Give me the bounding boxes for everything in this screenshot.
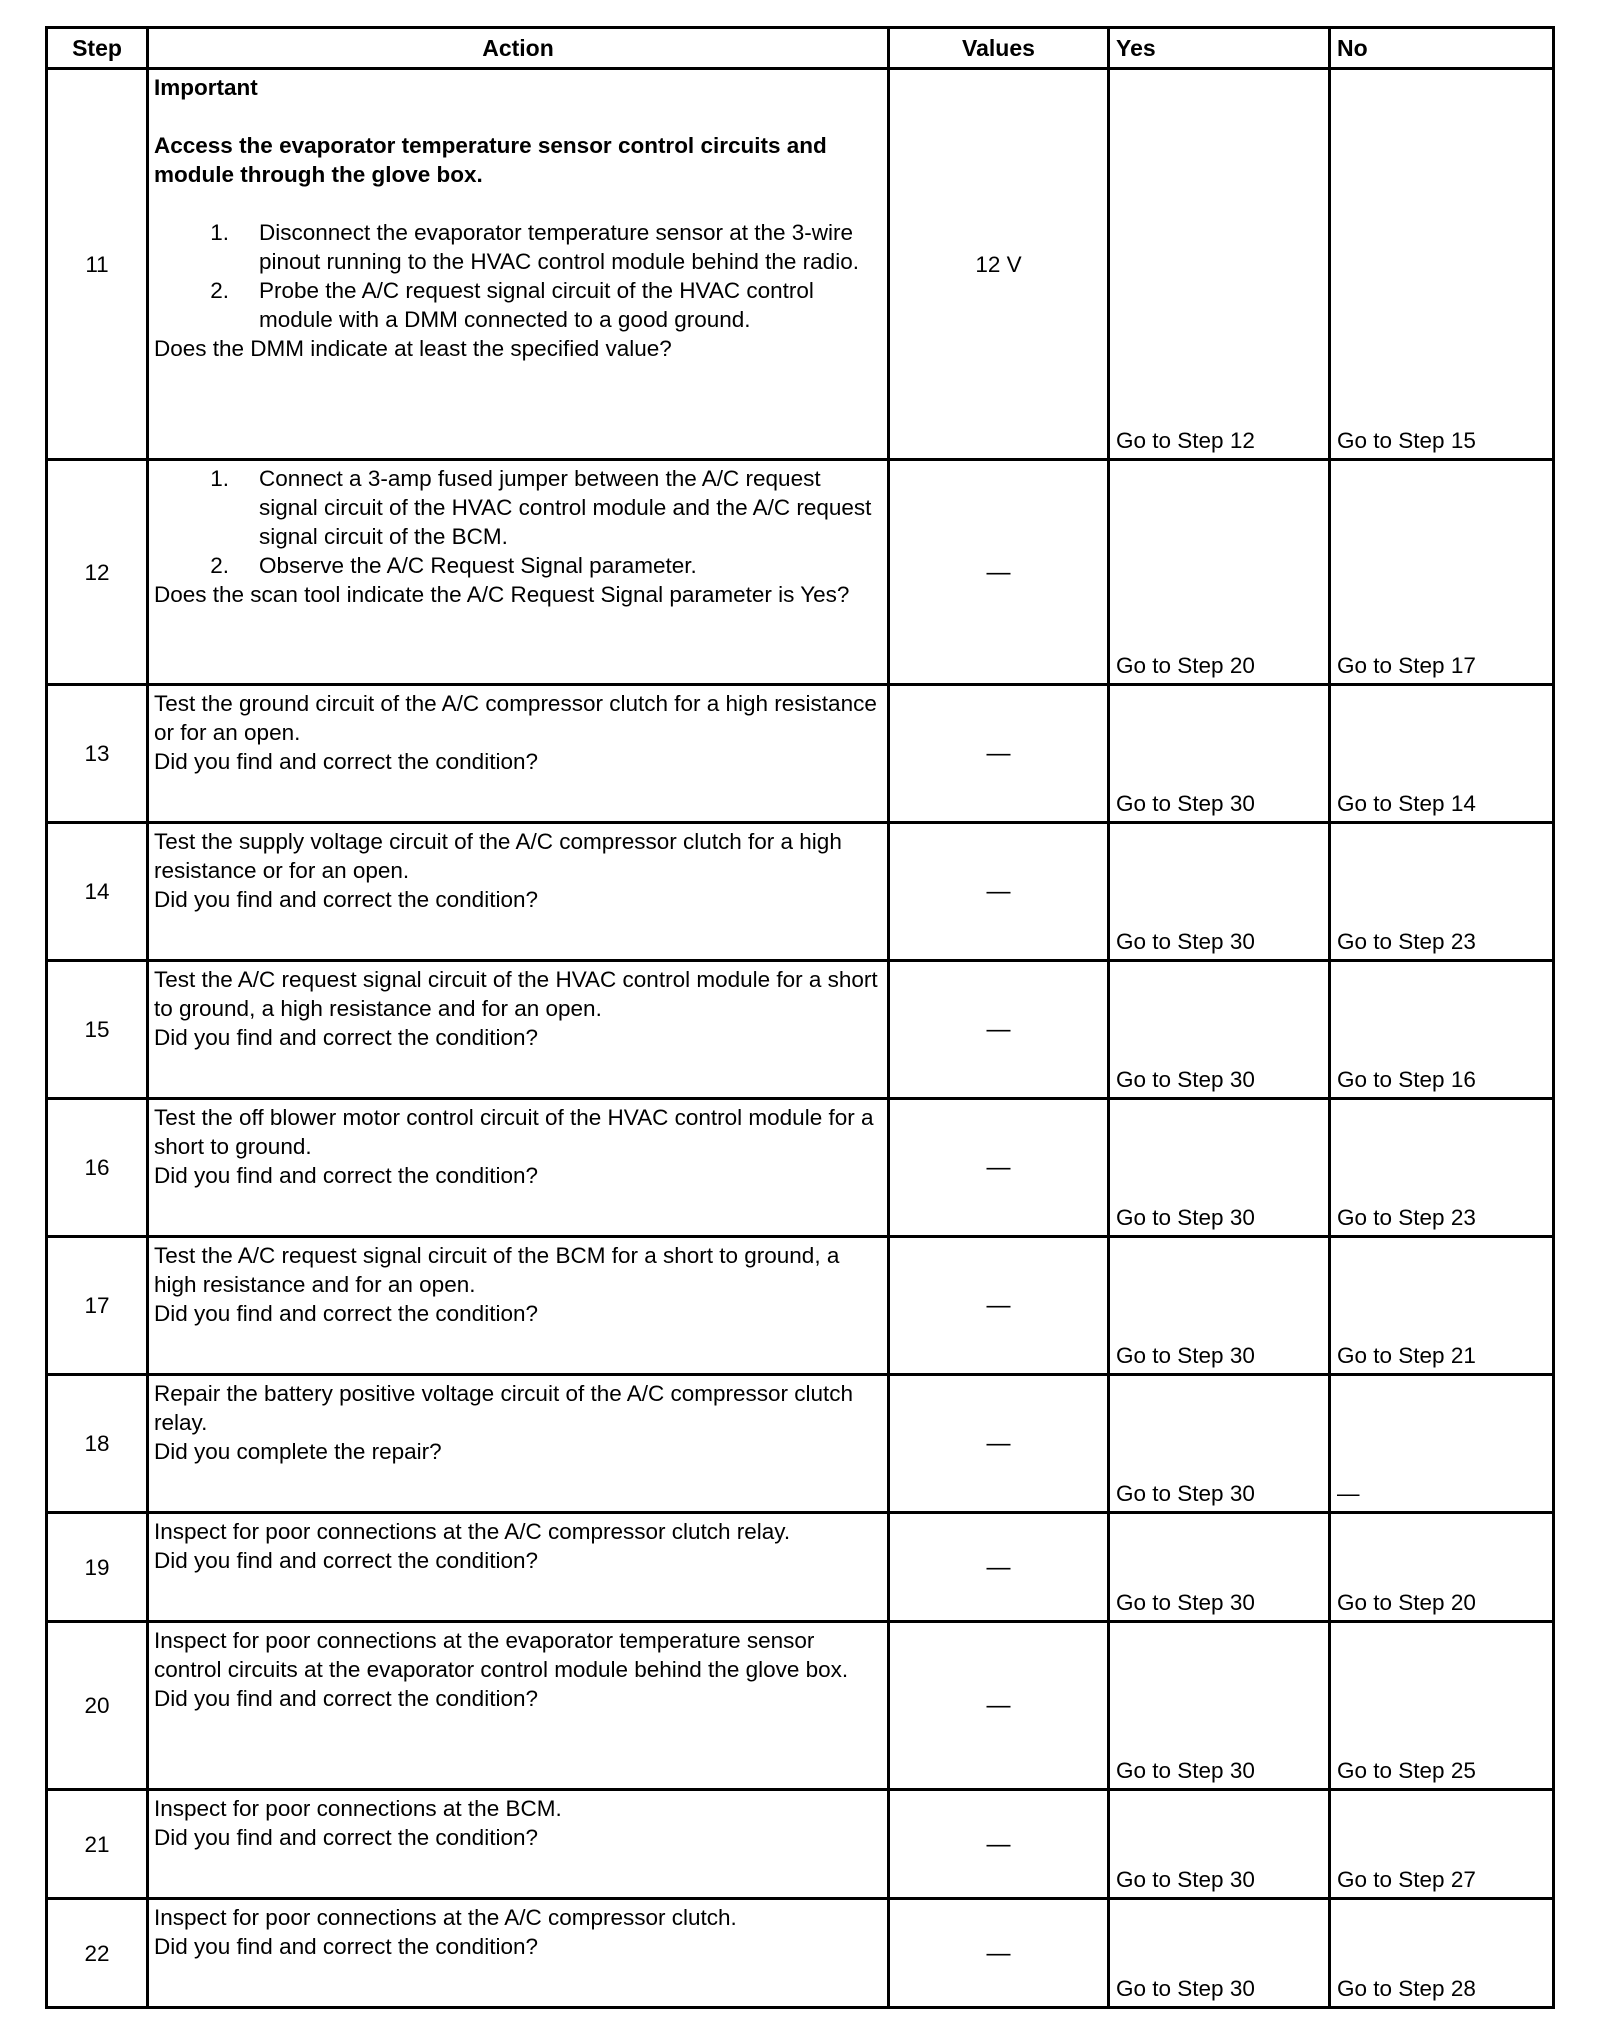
step-number: 19: [47, 1513, 148, 1622]
value-cell: —: [889, 961, 1109, 1099]
value-cell: —: [889, 1899, 1109, 2008]
table-row: [47, 460, 1554, 685]
table-row: [47, 685, 1554, 823]
action-cell: [148, 823, 889, 961]
yes-cell: Go to Step 30: [1109, 1790, 1330, 1899]
step-number: 11: [47, 69, 148, 460]
value-cell: —: [889, 1622, 1109, 1790]
step-number: 20: [47, 1622, 148, 1790]
action-text: Inspect for poor connections at the BCM.: [154, 1796, 562, 1821]
action-cell: [148, 1375, 889, 1513]
action-cell: [148, 69, 889, 460]
yes-cell: Go to Step 30: [1109, 1899, 1330, 2008]
action-text: Test the ground circuit of the A/C compressor clutch for a high resistance or for an open.: [154, 691, 877, 745]
action-text: Inspect for poor connections at the A/C compressor clutch relay.: [154, 1519, 791, 1544]
action-cell: [148, 1513, 889, 1622]
question-text: Does the DMM indicate at least the specified value?: [154, 336, 672, 361]
action-text: Inspect for poor connections at the evaporator temperature sensor control circuits at the evaporator control module behind the glove box.: [154, 1628, 849, 1682]
no-cell: —: [1330, 1375, 1554, 1513]
yes-cell: Go to Step 12: [1109, 69, 1330, 460]
header-row: [47, 28, 1554, 69]
list-item: 2. Probe the A/C request signal circuit of the HVAC control module with a DMM connected to a good ground.: [210, 278, 814, 332]
value-cell: —: [889, 1099, 1109, 1237]
step-number: 16: [47, 1099, 148, 1237]
action-text: Test the A/C request signal circuit of the HVAC control module for a short to ground, a high resistance and for an open.: [154, 967, 878, 1021]
yes-cell: Go to Step 30: [1109, 1622, 1330, 1790]
action-text: Test the supply voltage circuit of the A/C compressor clutch for a high resistance or for an open.: [154, 829, 842, 883]
procedure-list: [154, 218, 883, 334]
action-cell: [148, 961, 889, 1099]
procedure-list: [154, 464, 883, 580]
table-row: [47, 823, 1554, 961]
action-cell: [148, 1899, 889, 2008]
value-cell: —: [889, 1375, 1109, 1513]
step-number: 22: [47, 1899, 148, 2008]
action-cell: [148, 1237, 889, 1375]
question-text: Did you find and correct the condition?: [154, 749, 538, 774]
value-cell: —: [889, 1790, 1109, 1899]
no-cell: Go to Step 27: [1330, 1790, 1554, 1899]
list-item: 1. Connect a 3-amp fused jumper between the A/C request signal circuit of the HVAC control module and the A/C request signal circuit of the BCM.: [210, 466, 872, 549]
list-item: 2. Observe the A/C Request Signal parameter.: [210, 553, 697, 578]
no-cell: Go to Step 16: [1330, 961, 1554, 1099]
action-text: Test the A/C request signal circuit of the BCM for a short to ground, a high resistance and for an open.: [154, 1243, 840, 1297]
question-text: Did you find and correct the condition?: [154, 1548, 538, 1573]
value-cell: —: [889, 1237, 1109, 1375]
step-number: 21: [47, 1790, 148, 1899]
action-cell: [148, 685, 889, 823]
action-cell: [148, 1622, 889, 1790]
question-text: Did you find and correct the condition?: [154, 1301, 538, 1326]
important-text: Access the evaporator temperature sensor control circuits and module through the glove box.: [154, 133, 827, 187]
action-cell: [148, 460, 889, 685]
no-cell: Go to Step 23: [1330, 1099, 1554, 1237]
no-cell: Go to Step 15: [1330, 69, 1554, 460]
question-text: Did you complete the repair?: [154, 1439, 442, 1464]
question-text: Did you find and correct the condition?: [154, 1934, 538, 1959]
yes-cell: Go to Step 30: [1109, 685, 1330, 823]
value-cell: 12 V: [889, 69, 1109, 460]
yes-cell: Go to Step 30: [1109, 961, 1330, 1099]
question-text: Did you find and correct the condition?: [154, 1025, 538, 1050]
header-action: Action: [148, 28, 889, 69]
step-number: 18: [47, 1375, 148, 1513]
question-text: Does the scan tool indicate the A/C Request Signal parameter is Yes?: [154, 582, 850, 607]
question-text: Did you find and correct the condition?: [154, 1825, 538, 1850]
table-row: [47, 961, 1554, 1099]
table-row: [47, 1622, 1554, 1790]
yes-cell: Go to Step 30: [1109, 1237, 1330, 1375]
no-cell: Go to Step 20: [1330, 1513, 1554, 1622]
yes-cell: Go to Step 30: [1109, 1513, 1330, 1622]
no-cell: Go to Step 25: [1330, 1622, 1554, 1790]
value-cell: —: [889, 685, 1109, 823]
step-number: 15: [47, 961, 148, 1099]
list-item: 1. Disconnect the evaporator temperature sensor at the 3-wire pinout running to the HVAC control module behind the radio.: [210, 220, 859, 274]
header-values: Values: [889, 28, 1109, 69]
action-text: Test the off blower motor control circuit of the HVAC control module for a short to ground.: [154, 1105, 874, 1159]
action-text: Inspect for poor connections at the A/C compressor clutch.: [154, 1905, 737, 1930]
yes-cell: Go to Step 30: [1109, 1099, 1330, 1237]
value-cell: —: [889, 823, 1109, 961]
action-text: Repair the battery positive voltage circuit of the A/C compressor clutch relay.: [154, 1381, 854, 1435]
no-cell: Go to Step 23: [1330, 823, 1554, 961]
action-cell: [148, 1790, 889, 1899]
table-row: [47, 1375, 1554, 1513]
table-row: [47, 69, 1554, 460]
header-yes: Yes: [1109, 28, 1330, 69]
question-text: Did you find and correct the condition?: [154, 887, 538, 912]
value-cell: —: [889, 460, 1109, 685]
table-row: [47, 1899, 1554, 2008]
header-step: Step: [47, 28, 148, 69]
question-text: Did you find and correct the condition?: [154, 1686, 538, 1711]
step-number: 14: [47, 823, 148, 961]
no-cell: Go to Step 21: [1330, 1237, 1554, 1375]
question-text: Did you find and correct the condition?: [154, 1163, 538, 1188]
yes-cell: Go to Step 30: [1109, 1375, 1330, 1513]
table-row: [47, 1099, 1554, 1237]
table-row: [47, 1513, 1554, 1622]
step-number: 17: [47, 1237, 148, 1375]
action-cell: [148, 1099, 889, 1237]
table-row: [47, 1237, 1554, 1375]
important-label: Important: [154, 75, 258, 100]
no-cell: Go to Step 14: [1330, 685, 1554, 823]
step-number: 13: [47, 685, 148, 823]
step-number: 12: [47, 460, 148, 685]
yes-cell: Go to Step 20: [1109, 460, 1330, 685]
no-cell: Go to Step 28: [1330, 1899, 1554, 2008]
value-cell: —: [889, 1513, 1109, 1622]
table-row: [47, 1790, 1554, 1899]
no-cell: Go to Step 17: [1330, 460, 1554, 685]
diagnostic-table: [45, 26, 1555, 2009]
yes-cell: Go to Step 30: [1109, 823, 1330, 961]
header-no: No: [1330, 28, 1554, 69]
